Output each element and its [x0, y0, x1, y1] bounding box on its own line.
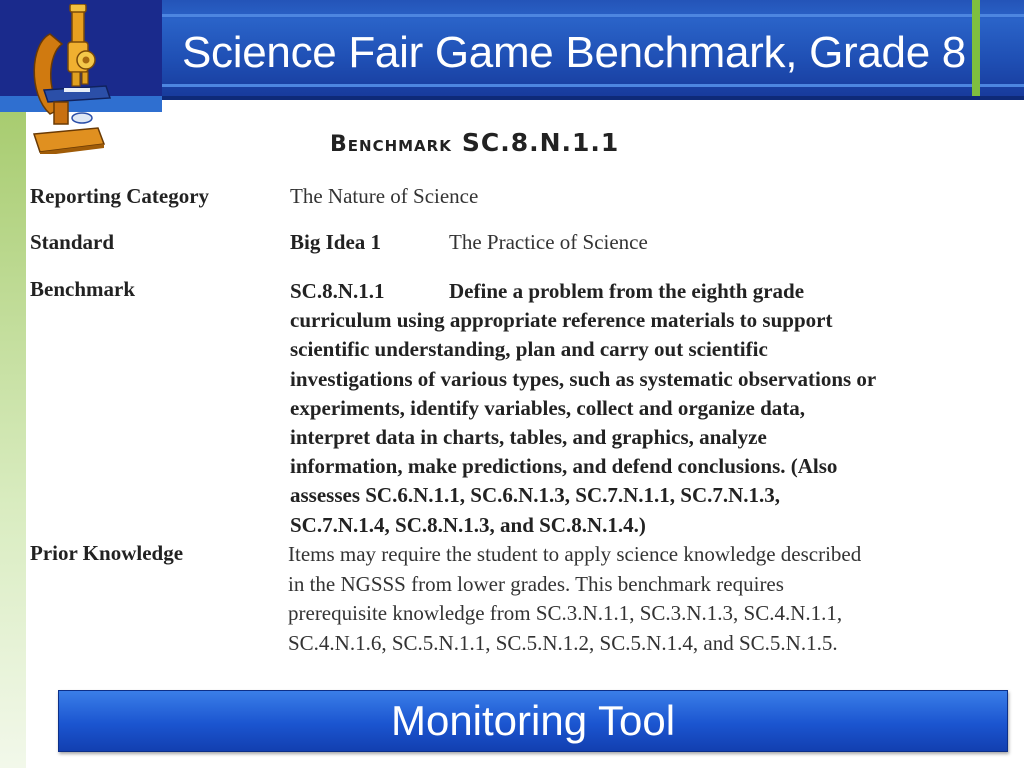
benchmark-line: information, make predictions, and defend conclusions. (Also	[290, 454, 838, 479]
reporting-category-value: The Nature of Science	[290, 184, 479, 208]
slide-title: Science Fair Game Benchmark, Grade 8	[182, 28, 966, 77]
monitoring-tool-label: Monitoring Tool	[390, 697, 676, 744]
benchmark-line: experiments, identify variables, collect and organize data,	[290, 395, 806, 420]
benchmark-line: SC.7.N.1.4, SC.8.N.1.3, and SC.8.N.1.4.)	[290, 512, 646, 537]
benchmark-line: scientific understanding, plan and carry out scientific	[290, 337, 768, 362]
prior-knowledge-description	[288, 540, 988, 658]
prior-knowledge-label: Prior Knowledge	[30, 541, 184, 565]
prior-knowledge-line: SC.4.N.1.6, SC.5.N.1.1, SC.5.N.1.2, SC.5.N.1.4, and SC.5.N.1.5.	[288, 630, 838, 655]
standard-label: Standard	[30, 230, 115, 254]
benchmark-line: SC.8.N.1.1 Define a problem from the eighth grade	[290, 277, 990, 306]
benchmark-code: SC.8.N.1.1	[290, 279, 385, 303]
left-decorative-strip	[0, 112, 26, 768]
benchmark-heading	[330, 128, 619, 157]
standard-idea: Big Idea 1	[290, 230, 382, 254]
prior-knowledge-line: Items may require the student to apply science knowledge described	[288, 542, 862, 566]
prior-knowledge-line: in the NGSSS from lower grades. This benchmark requires	[288, 571, 784, 596]
benchmark-line: interpret data in charts, tables, and graphics, analyze	[290, 425, 767, 450]
monitoring-tool-button[interactable]	[58, 690, 1008, 752]
heading-code: SC.8.N.1.1	[461, 128, 620, 157]
heading-word: Benchmark	[330, 132, 452, 157]
standard-value: The Practice of Science	[449, 230, 648, 254]
slide-header	[0, 0, 1024, 112]
benchmark-line: assesses SC.6.N.1.1, SC.6.N.1.3, SC.7.N.1.1, SC.7.N.1.3,	[290, 483, 781, 508]
reporting-category-label: Reporting Category	[30, 184, 210, 208]
prior-knowledge-line: prerequisite knowledge from SC.3.N.1.1, SC.3.N.1.3, SC.4.N.1.1,	[288, 601, 843, 625]
green-accent-bar	[972, 0, 980, 96]
benchmark-line: investigations of various types, such as systematic observations or	[290, 366, 877, 391]
benchmark-description	[290, 277, 990, 540]
benchmark-line: curriculum using appropriate reference materials to support	[290, 308, 833, 333]
benchmark-label: Benchmark	[30, 277, 135, 301]
microscope-icon	[10, 4, 130, 154]
